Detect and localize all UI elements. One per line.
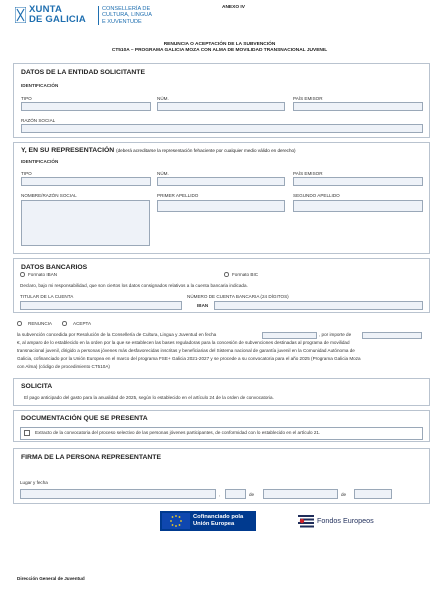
iban-label: IBAN (197, 303, 209, 308)
razon-social-label: RAZÓN SOCIAL (21, 118, 56, 123)
num-label: NÚM. (157, 171, 169, 176)
tipo-field[interactable] (21, 102, 151, 111)
extracto-label: Extracto de la convocatoria del proceso selectivo de las personas jóvenes participantes, de conformidad con lo establecido en el artículo 21. (35, 430, 321, 435)
section-documentacion (13, 410, 430, 442)
renuncia-line2: €, al amparo de lo establecido en la orden por la que se establecen las bases reguladoras para la concesión de subvenciones destinadas al programa de movilidad (17, 340, 350, 345)
lugar-fecha-label: Lugar y fecha (20, 480, 48, 485)
xunta-logo (15, 4, 175, 28)
eu-flag-icon (162, 513, 190, 529)
lugar-field[interactable] (20, 489, 216, 499)
renuncia-line3: transnacional juvenil, dirigido a personas jóvenes más desfavorecidas inscritas y beneficiarias del Sistema nacional de garantía juvenil en la Comunidad Autónoma de (17, 348, 355, 353)
dept-line2: CULTURA, LINGUA (102, 12, 152, 19)
renuncia-radio[interactable] (17, 321, 22, 326)
acepta-label: ACEPTA (73, 321, 92, 326)
segundo-apellido-label: SEGUNDO APELLIDO (293, 193, 340, 198)
logo-divider (98, 6, 99, 25)
representacion-note: (deberá acreditarse la representación fehaciente por cualquier medio válido en derecho) (116, 148, 296, 153)
por-importe-label: , por importe de (319, 332, 352, 337)
eu-cofinanciado-logo (160, 511, 256, 531)
num-label: NÚM. (157, 96, 169, 101)
numero-cuenta-label: NÚMERO DE CUENTA BANCARIA (24 DÍGITOS) (187, 294, 289, 299)
comma-label: , (219, 492, 221, 497)
formato-iban-radio[interactable] (20, 272, 25, 277)
formato-bic-label: Formato BIC (232, 272, 259, 277)
nombre-label: NOMBRE/RAZÓN SOCIAL (21, 193, 77, 198)
renuncia-label: RENUNCIA (28, 321, 52, 326)
tipo-label: TIPO (21, 171, 32, 176)
de-label-1: de (249, 492, 255, 497)
tipo-field[interactable] (21, 177, 151, 186)
num-field[interactable] (157, 102, 285, 111)
section-title: DATOS DE LA ENTIDAD SOLICITANTE (21, 69, 145, 76)
renuncia-line1: la subvención concedida por Resolución de la Consellería de Cultura, Lingua y Juventud en fecha (17, 332, 217, 337)
section-representacion (13, 142, 430, 254)
fondos-europeos-icon (298, 513, 314, 529)
pais-field[interactable] (293, 177, 423, 186)
identificacion-label: IDENTIFICACIÓN (21, 83, 59, 88)
solicita-text: El pago anticipado del gasto para la anualidad de 2025, según lo establecido en el artículo 24 de la orden de convocatoria. (24, 395, 274, 400)
section-title: FIRMA DE LA PERSONA REPRESENTANTE (21, 454, 161, 461)
section-firma (13, 448, 430, 504)
logo-name-line1: XUNTA (29, 4, 63, 15)
anexo-label: ANEXO IV (222, 5, 245, 10)
doc-title: RENUNCIA O ACEPTACIÓN DE LA SUBVENCIÓN (163, 42, 276, 47)
titular-field[interactable] (20, 301, 182, 310)
pais-label: PAÍS EMISOR (293, 171, 323, 176)
pais-label: PAÍS EMISOR (293, 96, 323, 101)
declaro-text: Declaro, bajo mi responsabilidad, que son ciertos los datos consignados relativos a la cuenta bancaria indicada. (20, 283, 248, 288)
section-solicita (13, 378, 430, 406)
renuncia-line5: con Alma) (código de procedimiento CT510A) (17, 364, 110, 369)
primer-apellido-label: PRIMER APELLIDO (157, 193, 199, 198)
representacion-title: Y, EN SU REPRESENTACIÓN (21, 147, 115, 154)
pais-field[interactable] (293, 102, 423, 111)
razon-social-field[interactable] (21, 124, 423, 133)
importe-field[interactable] (362, 332, 422, 339)
fondos-europeos-logo (295, 511, 405, 531)
section-title (21, 147, 296, 154)
logo-name-line2: DE GALICIA (29, 14, 86, 25)
section-title: DATOS BANCARIOS (21, 264, 88, 271)
extracto-checkbox[interactable] (24, 430, 30, 436)
section-bancarios (13, 258, 430, 313)
identificacion-label: IDENTIFICACIÓN (21, 159, 59, 164)
mes-field[interactable] (263, 489, 338, 499)
doc-subtitle: CT510A – PROGRAMA GALICIA MOZA CON ALMA DE MOVILIDAD TRANSNACIONAL JUVENIL (111, 48, 328, 53)
nombre-field[interactable] (21, 200, 150, 246)
num-field[interactable] (157, 177, 285, 186)
iban-field[interactable] (214, 301, 423, 310)
formato-iban-label: Formato IBAN (28, 272, 58, 277)
titular-label: TITULAR DE LA CUENTA (20, 294, 74, 299)
de-label-2: de (341, 492, 347, 497)
renuncia-line4: Galicia, cofinanciado por la Unión Europea en el marco del programa FSE+ Galicia 2021-2027 y se procede a su convocatoria para el año 2025 (Programa Galicia Moza (17, 356, 361, 361)
formato-bic-radio[interactable] (224, 272, 229, 277)
section-renuncia (13, 317, 430, 374)
tipo-label: TIPO (21, 96, 32, 101)
xunta-emblem-icon (15, 7, 26, 23)
eu-line2: Unión Europea (193, 520, 235, 527)
footer-text: Dirección General de Juventud (17, 576, 85, 581)
fecha-resolucion-field[interactable] (262, 332, 317, 339)
section-solicitante (13, 63, 430, 138)
dept-line3: E XUVENTUDE (102, 18, 142, 25)
dept-line1: CONSELLERÍA DE (102, 6, 151, 12)
dia-field[interactable] (225, 489, 246, 499)
section-title: DOCUMENTACIÓN QUE SE PRESENTA (21, 415, 148, 422)
ano-field[interactable] (354, 489, 392, 499)
primer-apellido-field[interactable] (157, 200, 285, 212)
fondos-europeos-label: Fondos Europeos (317, 516, 374, 525)
acepta-radio[interactable] (62, 321, 67, 326)
segundo-apellido-field[interactable] (293, 200, 423, 212)
section-title: SOLICITA (21, 383, 53, 390)
eu-line1: Cofinanciado pola (193, 514, 244, 520)
